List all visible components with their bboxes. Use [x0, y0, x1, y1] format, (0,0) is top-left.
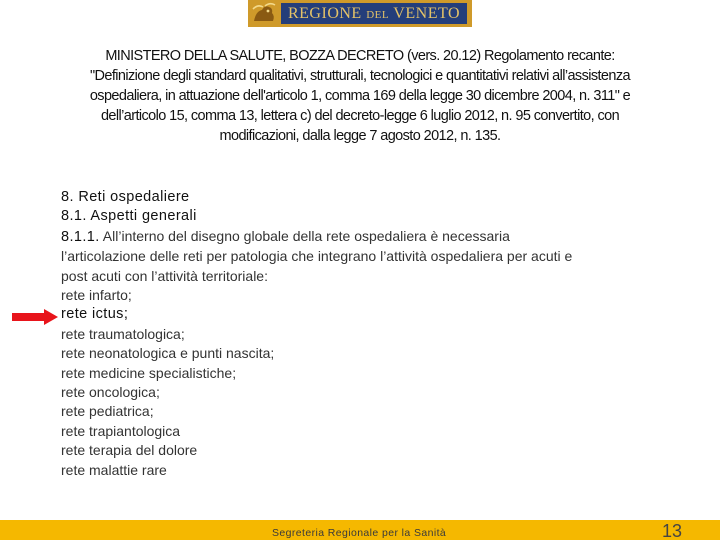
list-item: rete terapia del dolore — [61, 442, 198, 459]
page-number: 13 — [662, 521, 683, 541]
paragraph-text: All’interno del disegno globale della rete ospedaliera è necessaria — [99, 227, 510, 244]
list-item-highlighted: rete ictus; — [61, 306, 129, 323]
document-header — [38, 46, 682, 146]
paragraph-line: post acuti con l’attività territoriale: — [61, 267, 268, 284]
section-heading: 8. Reti ospedaliere — [61, 189, 190, 205]
list-item: rete oncologica; — [61, 384, 160, 401]
header-line: dell’articolo 15, comma 13, lettera c) del decreto-legge 6 luglio 2012, n. 95 convertito, con — [100, 108, 620, 124]
paragraph-number: 8.1.1. — [61, 228, 100, 245]
subsection-heading: 8.1. Aspetti generali — [61, 208, 197, 225]
header-line: "Definizione degli standard qualitativi, strutturali, tecnologici e quantitativi relativi all’assistenza — [90, 68, 630, 84]
document-body — [61, 188, 681, 480]
paragraph-line — [61, 227, 681, 247]
footer-label: Segreteria Regionale per la Sanità — [272, 527, 447, 539]
red-arrow-icon — [12, 309, 58, 325]
paragraph-line: l’articolazione delle reti per patologia che integrano l’attività ospedaliera per acuti e — [61, 248, 573, 265]
list-item: rete neonatologica e punti nascita; — [61, 345, 275, 362]
list-item: rete pediatrica; — [61, 403, 154, 420]
header-line: MINISTERO DELLA SALUTE, BOZZA DECRETO (vers. 20.12) Regolamento recante: — [105, 48, 615, 64]
list-item: rete infarto; — [61, 287, 132, 304]
list-item: rete traumatologica; — [61, 325, 185, 342]
header-line: ospedaliera, in attuazione dell'articolo 1, comma 169 della legge 30 dicembre 2004, n. 311" e — [89, 88, 631, 104]
list-item: rete malattie rare — [61, 461, 167, 478]
banner-title: REGIONE DEL VENETO — [281, 3, 467, 24]
lion-logo-icon — [250, 1, 278, 26]
header-line: modificazioni, dalla legge 7 agosto 2012, n. 135. — [219, 128, 501, 144]
region-banner — [248, 0, 472, 27]
footer-bar — [0, 520, 720, 540]
list-item: rete medicine specialistiche; — [61, 364, 237, 381]
list-item: rete trapiantologica — [61, 422, 181, 439]
